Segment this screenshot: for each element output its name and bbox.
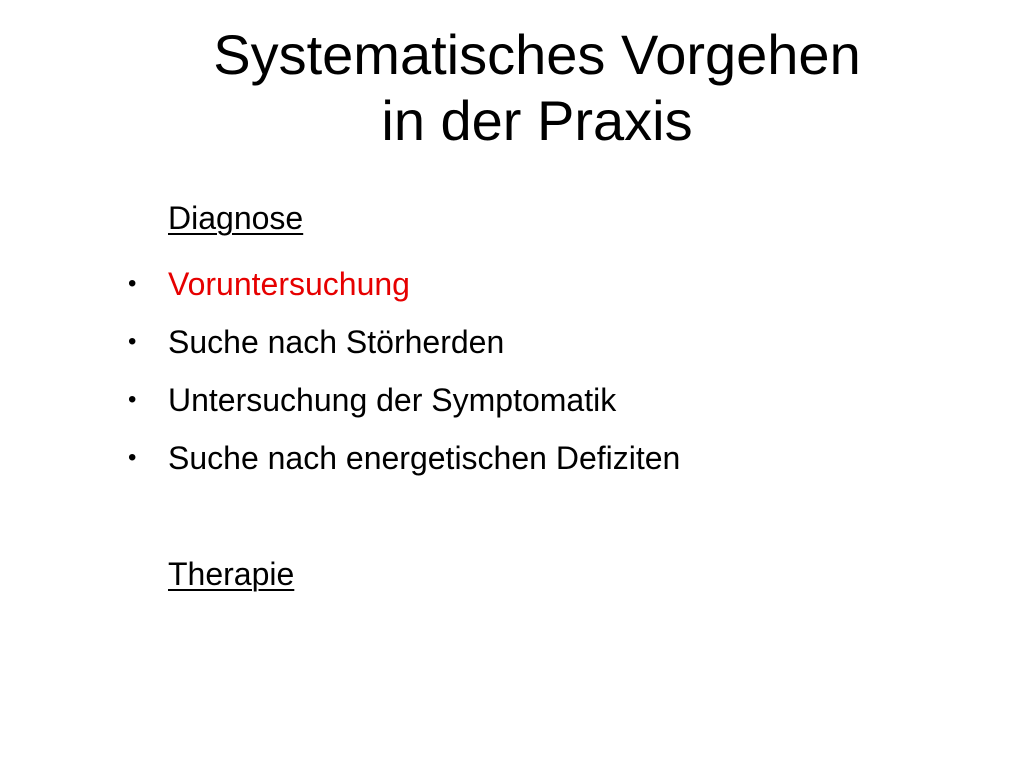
diagnose-heading: Diagnose bbox=[168, 200, 304, 236]
bullet-icon: • bbox=[128, 444, 137, 471]
list-item bbox=[124, 255, 680, 313]
slide-title bbox=[0, 22, 1024, 154]
bullet-icon: • bbox=[128, 270, 137, 297]
list-item bbox=[124, 313, 680, 371]
list-item-text: Suche nach Störherden bbox=[168, 324, 505, 360]
list-item bbox=[124, 371, 680, 429]
bullet-icon: • bbox=[128, 386, 137, 413]
bullet-list bbox=[124, 255, 680, 487]
title-line-1: Systematisches Vorgehen bbox=[213, 23, 861, 86]
therapie-heading: Therapie bbox=[168, 556, 295, 592]
list-item-text: Untersuchung der Symptomatik bbox=[168, 382, 617, 418]
list-item-text: Suche nach energetischen Defiziten bbox=[168, 440, 681, 476]
bullet-icon: • bbox=[128, 328, 137, 355]
title-line-2: in der Praxis bbox=[381, 89, 693, 152]
list-item-text: Voruntersuchung bbox=[168, 266, 410, 302]
list-item bbox=[124, 429, 680, 487]
